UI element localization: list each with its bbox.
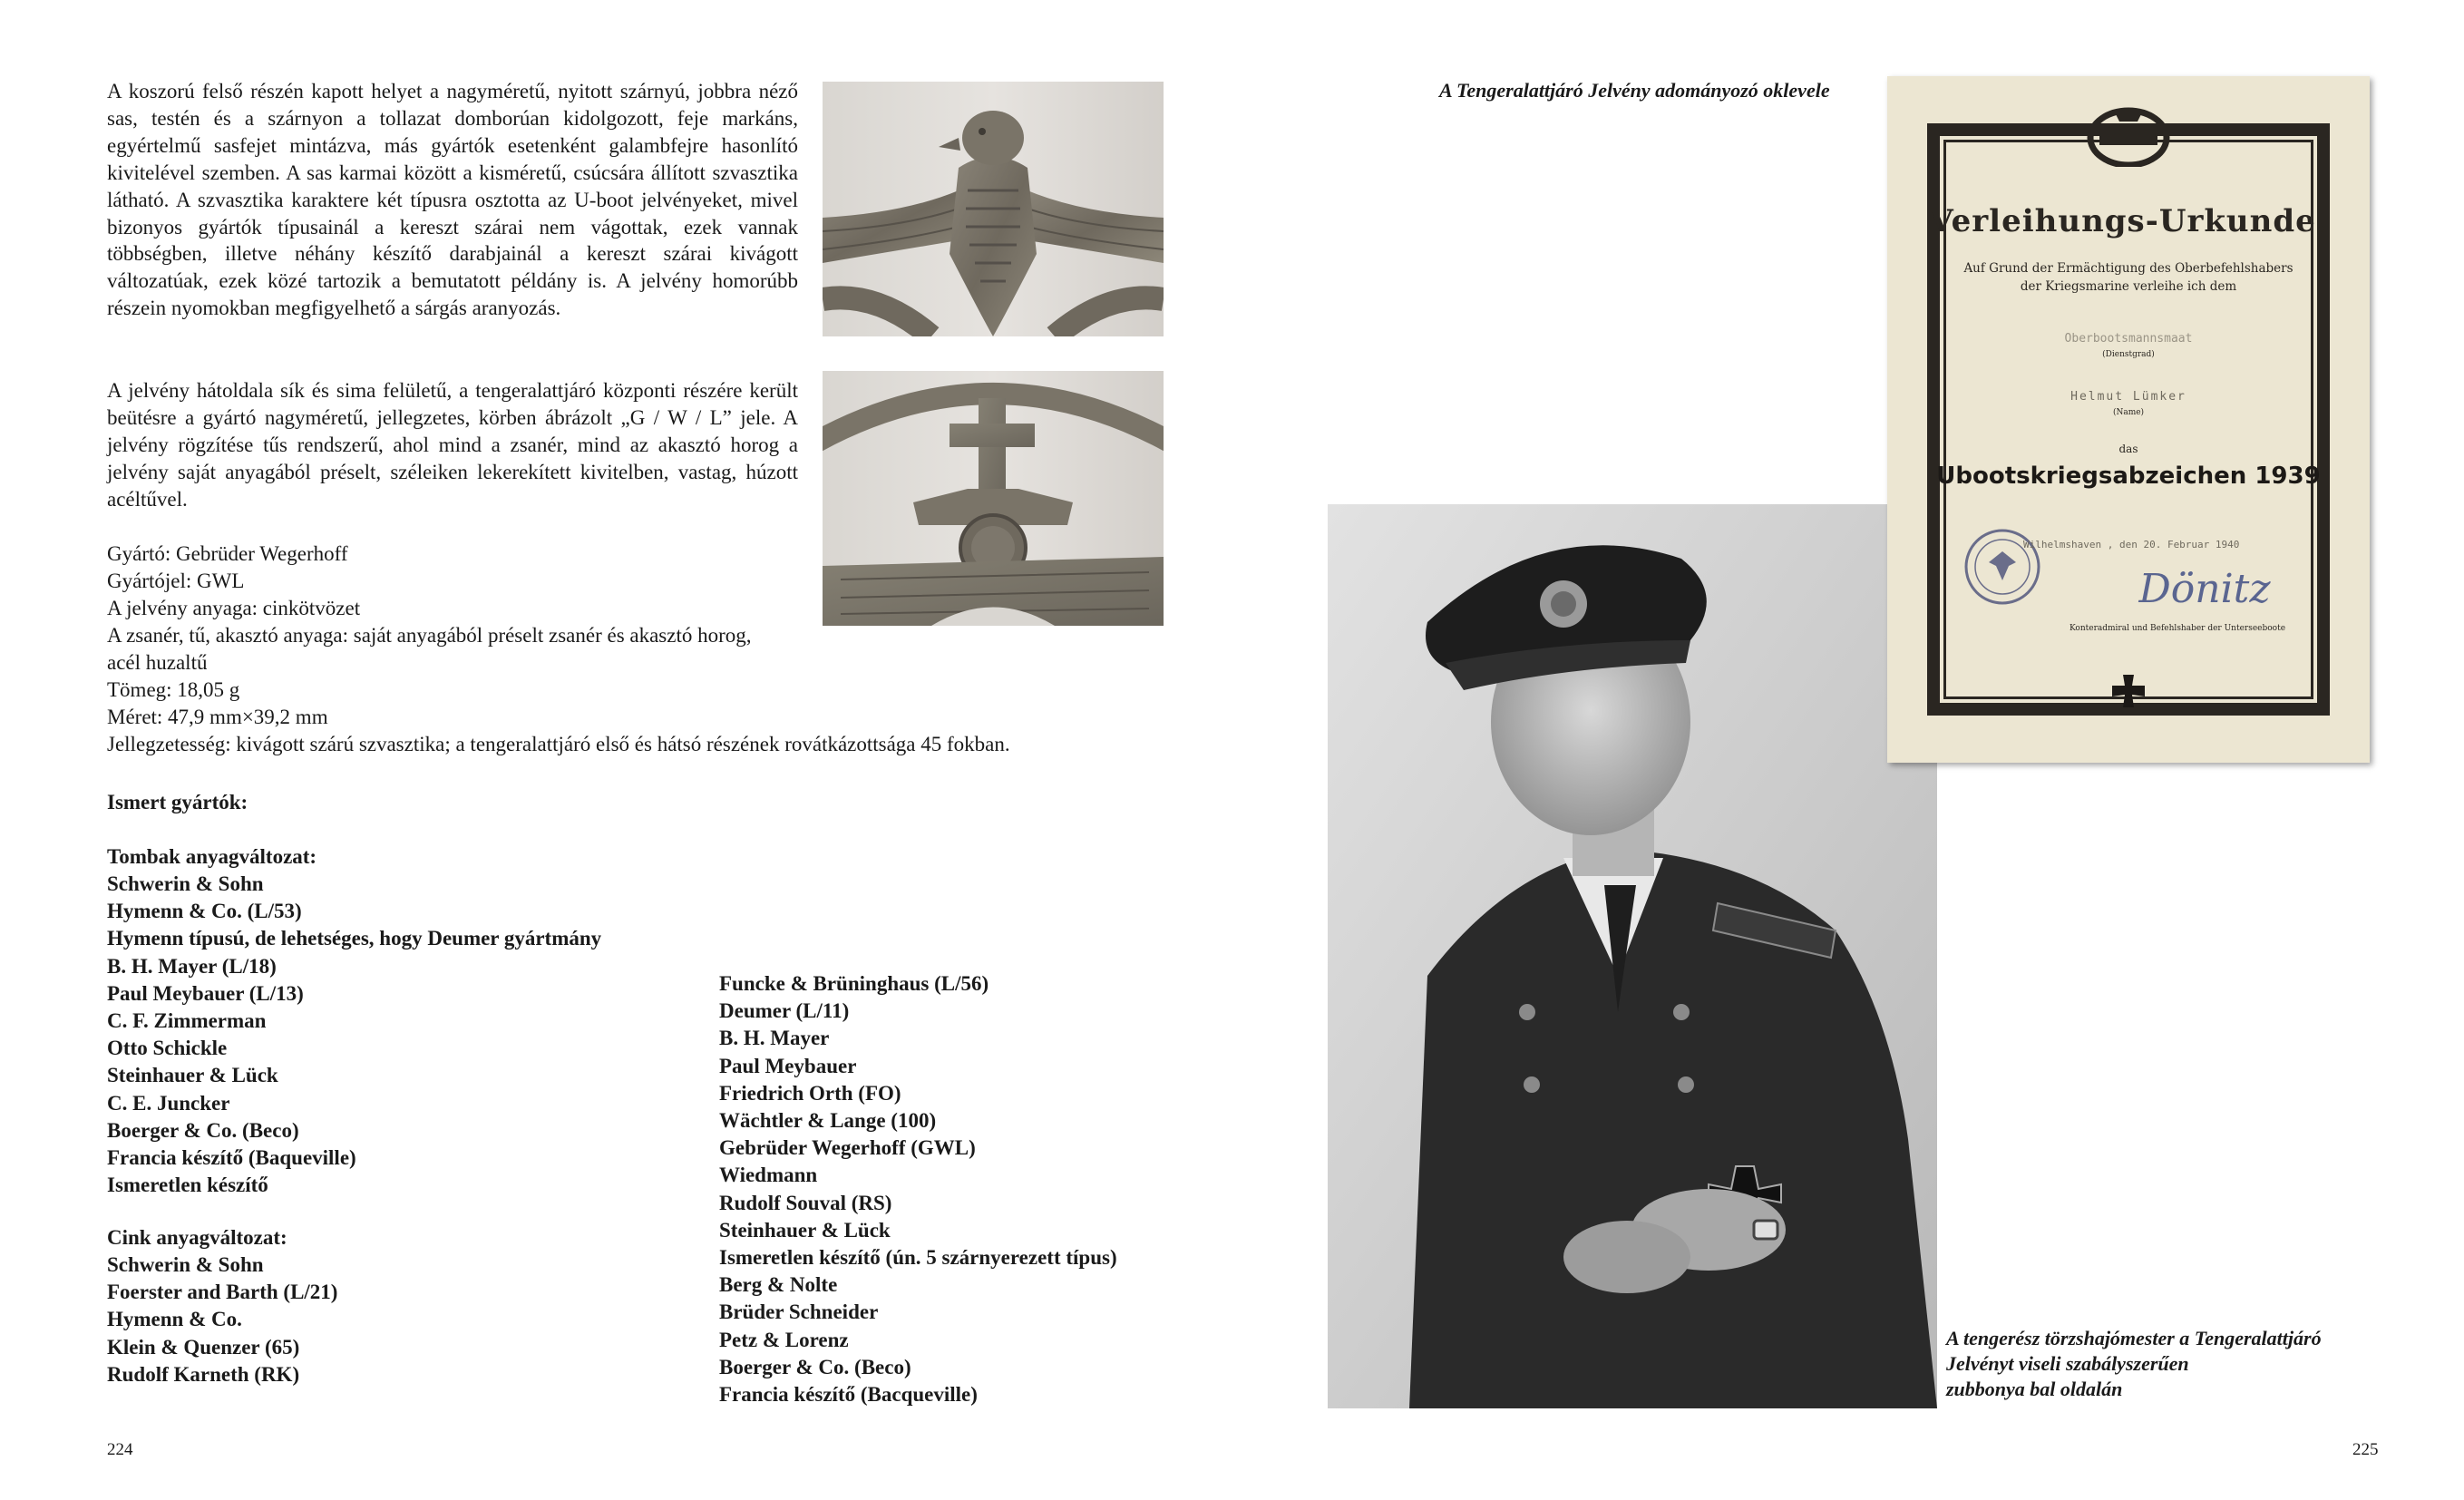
certificate-document	[1887, 76, 2370, 763]
spec-fittings-cont: acél huzaltű	[107, 651, 208, 674]
list-item: Wiedmann	[719, 1164, 818, 1187]
tombak-heading: Tombak anyagváltozat:	[107, 845, 317, 868]
certificate-line1: Auf Grund der Ermächtigung des Oberbefehlshabers	[1963, 261, 2294, 276]
spec-feature: Jellegzetesség: kivágott szárú szvasztika; a tengeralattjáró első és hátsó részének rovátkázottsága 45 fokban.	[107, 733, 1010, 755]
list-item: Hymenn típusú, de lehetséges, hogy Deumer gyártmány	[107, 927, 602, 950]
list-item: Deumer (L/11)	[719, 999, 850, 1023]
second-column-maker-list	[719, 970, 1117, 1408]
list-item: Berg & Nolte	[719, 1273, 838, 1297]
list-item: Schwerin & Sohn	[107, 1253, 264, 1276]
badge-eagle-photo	[823, 82, 1164, 336]
cink-maker-list	[107, 1252, 337, 1388]
certificate-rank-label: (Dienstgrad)	[2102, 350, 2155, 359]
list-item: Brüder Schneider	[719, 1300, 879, 1324]
paragraph-eagle-description: A koszorú felső részén kapott helyet a nagyméretű, nyitott szárnyú, jobbra néző sas, testén és a szárnyon a tollazat domborúan kidolgozott, feje markáns, egyértelmű sasfejet mintázva, más gyártók esetenként galambfejre hasonlító kivitelével szemben. A sas karmai között a kisméretű, csúcsára állított szvasztika látható. A szvasztika karaktere két típusra osztotta az U-boot jelvényeket, mivel bizonyos gyártók típusainál a kereszt szárai nem vágottak, ezek vannak többségben, illetve néhány készítő darabjainál a kereszt szárai kivágott változatúak, ezek közé tartozik a bemutatott példány is. A jelvény homorúbb részein nyomokban megfigyelhető a sárgás aranyozás.	[107, 80, 798, 320]
list-item: Schwerin & Sohn	[107, 872, 264, 895]
spec-manufacturer: Gyártó: Gebrüder Wegerhoff	[107, 542, 348, 565]
certificate-name-label: (Name)	[2112, 408, 2145, 417]
list-item: Wächtler & Lange (100)	[719, 1109, 937, 1133]
list-item: Hymenn & Co. (L/53)	[107, 900, 302, 923]
sailor-portrait-image	[1328, 504, 1937, 1408]
list-item: Rudolf Karneth (RK)	[107, 1362, 300, 1386]
certificate-date-line: Wilhelmshaven , den 20. Februar 1940	[2023, 539, 2240, 550]
paragraph-reverse-description: A jelvény hátoldala sík és sima felületű, a tengeralattjáró központi részére került beütésre a gyártó nagyméretű, jellegzetes, körben ábrázolt „G / W / L” jele. A jelvény rögzítése tűs rendszerű, ahol mind a zsanér, mind az akasztó horog a jelvény saját anyagából préselt, széleiken lekerekített kivitelben, vastag, húzott acéltűvel.	[107, 379, 798, 511]
list-item: Paul Meybauer (L/13)	[107, 981, 304, 1005]
page-number-left: 224	[107, 1440, 133, 1459]
certificate-das: das	[2118, 443, 2138, 455]
known-makers-heading: Ismert gyártók:	[107, 791, 248, 813]
spec-fittings: A zsanér, tű, akasztó anyaga: saját anyagából préselt zsanér és akasztó horog,	[107, 624, 752, 647]
photo-caption-line2: Jelvényt viseli szabályszerűen	[1946, 1352, 2189, 1375]
iron-cross-icon	[2110, 673, 2147, 709]
tombak-maker-list	[107, 871, 601, 1199]
certificate-caption: A Tengeralattjáró Jelvény adományozó oklevele	[1439, 79, 1830, 102]
list-item: Funcke & Brüninghaus (L/56)	[719, 972, 989, 995]
certificate-name: Helmut Lümker	[2070, 390, 2186, 404]
eagle-detail-image	[823, 82, 1164, 336]
list-item: Ismeretlen készítő	[107, 1174, 268, 1197]
certificate-rank: Oberbootsmannsmaat	[2064, 332, 2193, 346]
spec-weight: Tömeg: 18,05 g	[107, 678, 240, 701]
list-item: Boerger & Co. (Beco)	[719, 1355, 911, 1378]
cink-heading: Cink anyagváltozat:	[107, 1226, 287, 1249]
page-number-right: 225	[2352, 1440, 2379, 1459]
photo-caption-line3: zubbonya bal oldalán	[1946, 1378, 2123, 1400]
spec-maker-mark: Gyártójel: GWL	[107, 570, 245, 592]
list-item: Petz & Lorenz	[719, 1328, 849, 1351]
portrait-photo	[1328, 504, 1937, 1408]
spec-size: Méret: 47,9 mm×39,2 mm	[107, 706, 328, 728]
list-item: Paul Meybauer	[719, 1054, 857, 1077]
certificate-title: Verleihungs-Urkunde.	[1929, 203, 2328, 239]
certificate-award: Ubootskriegsabzeichen 1939	[1936, 463, 2321, 490]
list-item: Gebrüder Wegerhoff (GWL)	[719, 1136, 976, 1160]
list-item: Steinhauer & Lück	[719, 1218, 891, 1242]
uboat-badge-emblem	[2087, 103, 2170, 167]
list-item: Francia készítő (Bacqueville)	[719, 1383, 978, 1407]
list-item: Steinhauer & Lück	[107, 1064, 278, 1087]
certificate-signature: Dönitz	[2138, 566, 2271, 612]
photo-caption	[1946, 1326, 2322, 1402]
list-item: Hymenn & Co.	[107, 1308, 242, 1331]
list-item: Otto Schickle	[107, 1037, 228, 1060]
specs-block	[107, 541, 1195, 758]
list-item: Foerster and Barth (L/21)	[107, 1281, 338, 1304]
list-item: Francia készítő (Baqueville)	[107, 1146, 356, 1170]
list-item: Boerger & Co. (Beco)	[107, 1118, 299, 1142]
certificate-signer: Konteradmiral und Befehlshaber der Unterseeboote	[2069, 624, 2286, 633]
photo-caption-line1: A tengerész törzshajómester a Tengeralattjáró	[1946, 1327, 2322, 1349]
list-item: B. H. Mayer (L/18)	[107, 954, 277, 978]
list-item: Rudolf Souval (RS)	[719, 1191, 892, 1214]
spec-material: A jelvény anyaga: cinkötvözet	[107, 597, 361, 619]
list-item: B. H. Mayer	[719, 1027, 830, 1050]
certificate-line2: der Kriegsmarine verleihe ich dem	[2020, 279, 2237, 294]
list-item: C. F. Zimmerman	[107, 1009, 267, 1033]
list-item: C. E. Juncker	[107, 1091, 230, 1115]
list-item: Ismeretlen készítő (ún. 5 szárnyerezett típus)	[719, 1246, 1117, 1270]
list-item: Klein & Quenzer (65)	[107, 1335, 300, 1359]
list-item: Friedrich Orth (FO)	[719, 1081, 901, 1105]
